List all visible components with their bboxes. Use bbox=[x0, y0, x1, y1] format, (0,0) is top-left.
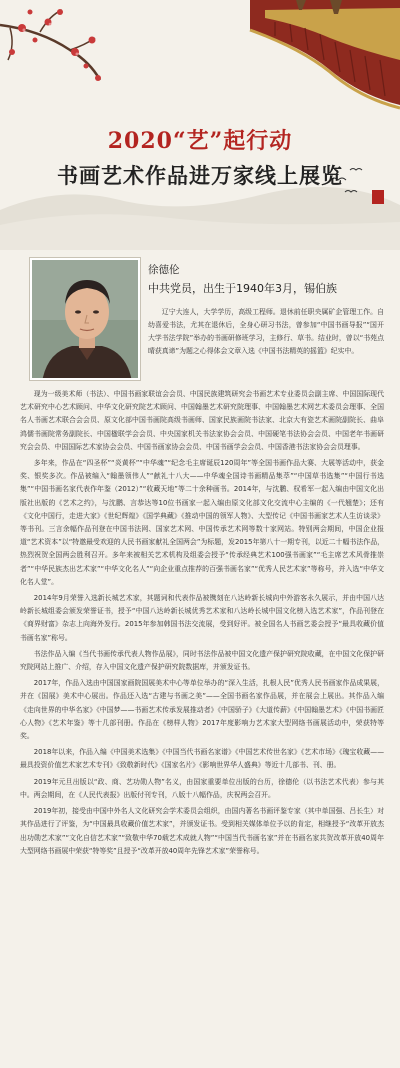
bio-paragraph: 辽宁大连人，大学学历，高级工程师。退休前任职央属矿企管理工作。自幼喜爱书法，尤其在退休后，全身心研习书法，曾参加“中国书画导报”“国开大学书法学院”举办的书画研修班学习，主修行、草书。结业时，曾以“书苑点晴获真谛”为题之心得体会文章入选《中国书法精英的摇篮》纪实中。 bbox=[148, 308, 384, 356]
portrait-image bbox=[32, 260, 140, 380]
artist-meta: 中共党员，出生于1940年3月，锡伯族 bbox=[148, 282, 337, 295]
seal-stamp bbox=[372, 190, 384, 204]
artist-portrait bbox=[30, 258, 140, 380]
artist-name: 徐德伦 bbox=[148, 264, 180, 276]
bio-paragraph: 2014年9月荣誉入选新长城艺术家，其题词和代表作品被镌刻在八达岭新长城向中外游客永久展示，并由中国八达岭新长城组委会颁发荣誉证书，授予“中国八达岭新长城优秀艺术家和八达岭长城中国文化榜入选艺术家”，作品刊登在《商界财富》杂志上向海外发行。2015年参加韩国书法交流展，受到好评。被全国名人书画艺委会授予“最具收藏价值书画名家”称号。 bbox=[20, 594, 384, 642]
bio-paragraph: 现为一级美术师（书法）、中国书画家联谊会会员、中国民族建筑研究会书画艺术专业委员会副主席、中国国际现代艺术研究中心艺术顾问、中华文化研究院艺术顾问、中国翰墨艺术研究院理事、中国翰墨艺术网艺术委员会理事、全国名人书画艺术联合会会员、原文化部中国书画院高级书画师、国家民族画院书法家、北京大有瓷艺术画院副院长、曲阜鸿儒书画院常务副院长、中国楹联学会会员、中央国家机关书法家协会会员、中国硬笔书法协会会员、中国老年书画研究会会员、中国国际艺术家协会会员、中国书画家协会会员、中国书画学会会员、中国香港书法家协会会员理事。 bbox=[20, 390, 384, 451]
bio-content bbox=[20, 388, 384, 861]
bio-side bbox=[148, 306, 384, 358]
palace-roof bbox=[250, 0, 400, 108]
page-title: 2020“艺”起行动 bbox=[107, 128, 293, 154]
bio-paragraph: 2018年以来，作品入编《中国美术选集》《中国当代书画名家谱》《中国艺术传世名家》《艺术市场》《瑰宝收藏——最具投资价值艺术家艺术专刊》《致敬新时代》《国家名片》《影响世界华人盛典》等近十几部书、刊、册。 bbox=[20, 748, 384, 770]
bio-paragraph: 2017年，作品入选由中国国家画院国展美术中心等单位举办的“深入生活，扎根人民”优秀人民书画家作品成果展，并在《国展》美术中心展出。作品还入选“古建与书画之美”——全国书画名家作品展，并在展会上展出。其作品入编《走向世界的中华名家》《中国梦——书画艺术传承发展推动者》《中国骄子》《大道传薪》《中国翰墨艺术》《中国书画匠心人物》《艺术年鉴》等十几部刊册。作品在《榜样人物》2017年度影响力艺术家大型网络书画展活动中，荣获特等奖。 bbox=[20, 679, 384, 741]
page-subtitle: 书画艺术作品进万家线上展览 bbox=[57, 163, 343, 188]
plum-blossoms bbox=[9, 9, 101, 81]
plum-branch bbox=[0, 25, 100, 80]
bio-paragraph: 2019年初，接受由中国中外名人文化研究会学术委员会组织，由国内著名书画评鉴专家（其中单国强、吕长生）对其作品进行了评鉴，为“中国最具收藏价值艺术家”，并颁发证书。受到相关媒体单位予以的肯定，相继授予“改革开放杰出功勋艺术家”“文化自信艺术家”“致敬中华70载艺术成就人物”“中国当代书画名家”并在书画名家共贺改革开放40周年大型网络书画展中荣获“特等奖”且授予“改革开放40周年先锋艺术家”荣誉称号。 bbox=[20, 807, 384, 855]
bio-paragraph: 2019年元旦出版以“政、商、艺功勋人物”名义，由国家重要单位出版的台历，徐德伦（以书法艺术代表）参与其中。两会期间，在《人民代表报》出版付刊专刊，八版十八幅作品，庆祝两会召开。 bbox=[20, 777, 384, 799]
bio-paragraph: 书法作品入编《当代书画传承代表人物作品展》，同时书法作品被中国文化遗产保护研究院收藏，在中国文化保护研究院网站上推广、介绍，存入中国文化遗产保护研究院数据库，并颁发证书。 bbox=[20, 649, 384, 672]
bio-paragraph: 多年来，作品在“四圣杯”“炎黄杯”“中华魂”“纪念毛主席诞辰120周年”等全国书画作品大赛、大展等活动中，获金奖、银奖多次。作品被编入“翰墨领伟人”“献礼十八大——中华魂全国诗书画精品集萃”“中国草书选集”“中国行书选集”“中国书画名家代表作年鉴（2012）”“收藏天地”等二十余种画书。2014年，与沈鹏、权希军一起入编由中国文化出版社出版的《艺术之约》，与沈鹏、言恭达等10位书画家一起入编由原文化部文化交流中心主编的《一代翘楚》；还有《文化中国行，走进大家》《世纪辉煌》《国学典藏》《推动中国的领军人物》、大型传记《中国书画家艺术人生访谈录》等书刊。三言余幅作品刊登在中国书法网、国家艺术网、中国传承艺术网等数十家网站。特别两会期间，中国企业报道“艺术资本”以“特邀最受欢迎的人民书画家献礼全国两会”为标题，发2015年第八十一期专刊，以近二十幅书法作品，热烈祝贺全国两会胜利召开。多年来被相关艺术机构及组委会授予“传承经典艺术100强书画家”“毛主席艺术风骨推崇者”“中华民族杰出艺术家”“中华文化名人”“向企业重点推荐的百强书画名家”“优秀人民艺术家”等称号，并入选“中华文化名人堂”。 bbox=[20, 459, 384, 586]
